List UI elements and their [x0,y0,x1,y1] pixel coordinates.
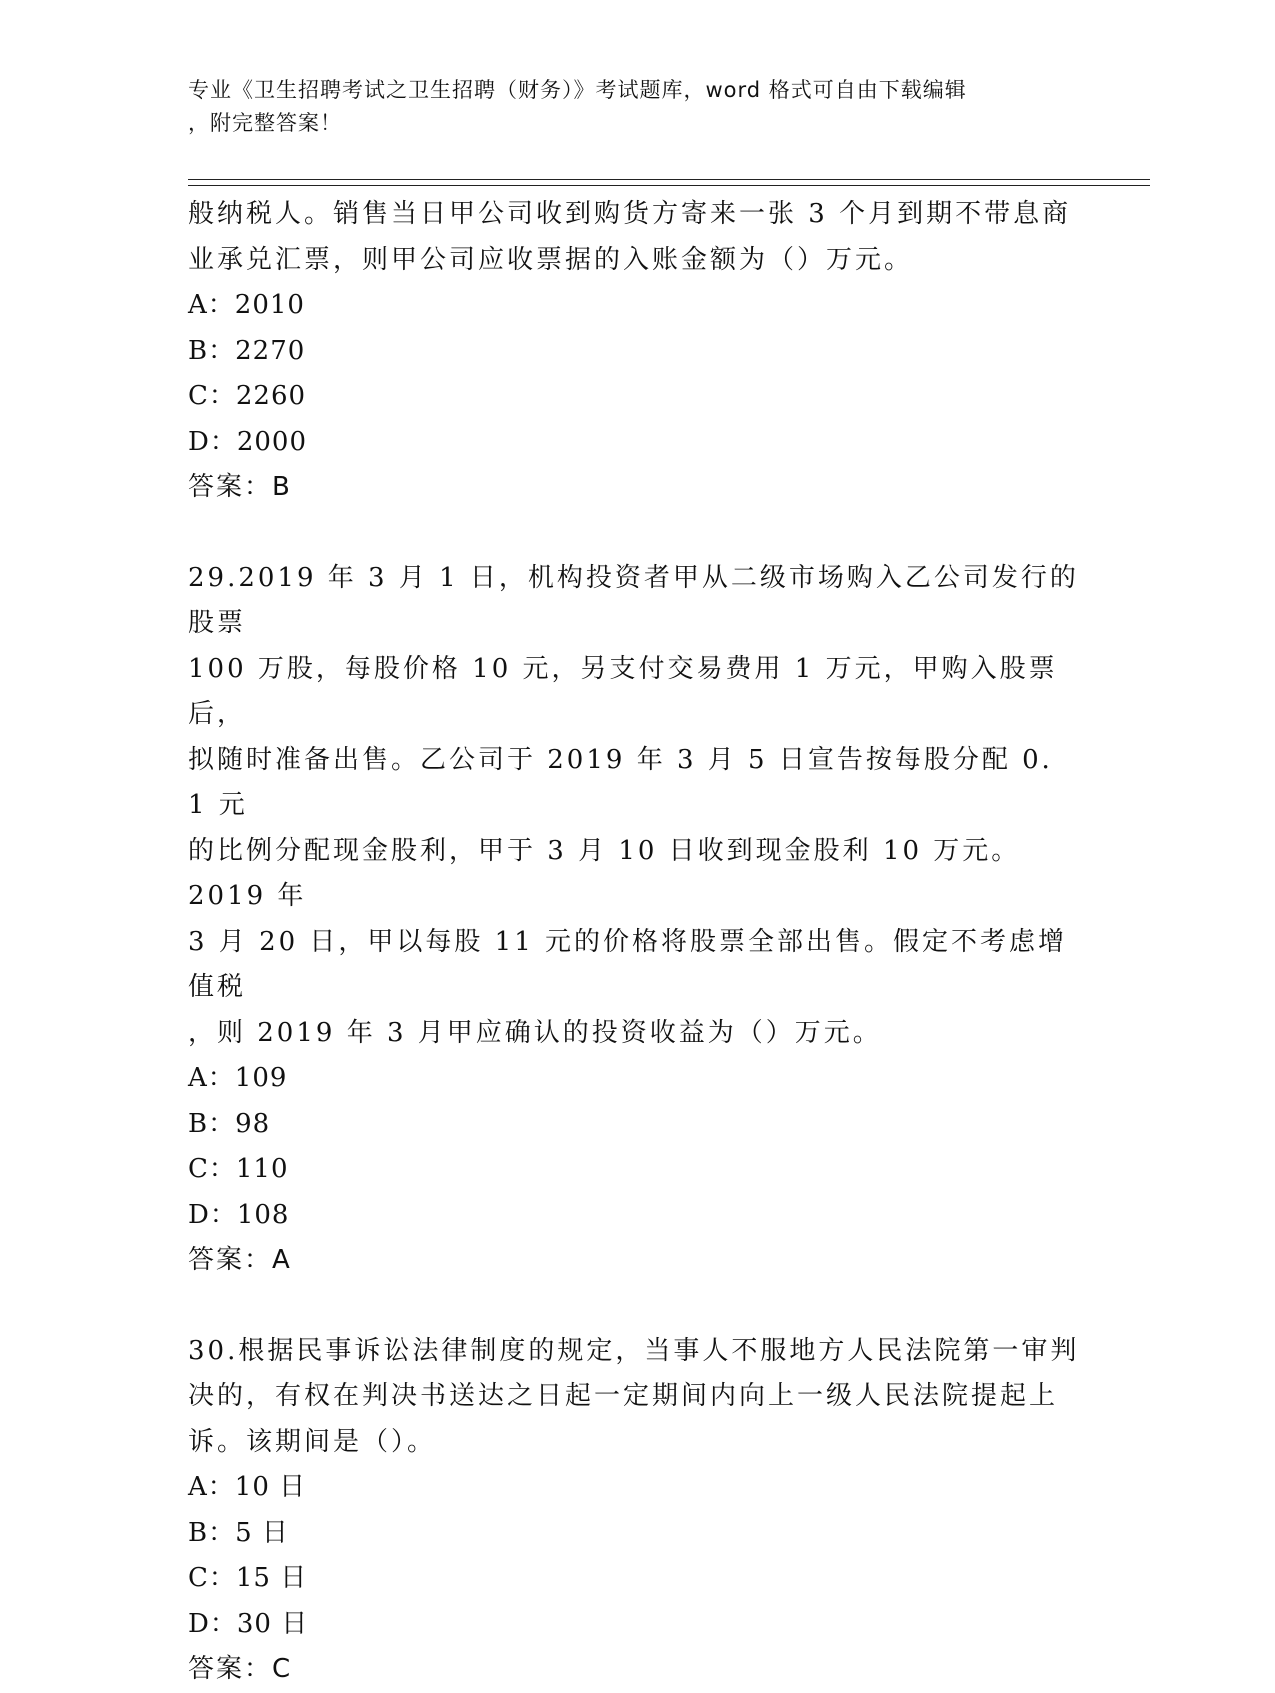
question-text-line: 3 月 20 日，甲以每股 11 元的价格将股票全部出售。假定不考虑增值税 [188,926,1068,1002]
question-28 [188,192,1088,511]
question-text-line: 29.2019 年 3 月 1 日，机构投资者甲从二级市场购入乙公司发行的股票 [188,562,1079,638]
question-29 [188,556,1088,1284]
question-text-line: 业承兑汇票，则甲公司应收票据的入账金额为（）万元。 [188,244,914,275]
header-title-line-2: ，附完整答案！ [188,111,342,135]
option-c: C：15 日 [188,1563,308,1593]
answer-line: 答案：A [188,1245,292,1275]
question-text-line: 拟随时准备出售。乙公司于 2019 年 3 月 5 日宣告按每股分配 0．1 元 [188,744,1071,820]
option-b: B：2270 [188,335,306,366]
option-a: A：10 日 [188,1472,307,1502]
question-list [188,192,1088,1693]
option-d: D：2000 [188,426,308,457]
question-text-line: ，则 2019 年 3 月甲应确认的投资收益为（）万元。 [188,1017,882,1048]
spacer [188,1284,1088,1329]
page-header [188,74,1068,140]
option-b: B：98 [188,1108,271,1139]
question-text-line: 诉。该期间是（）。 [188,1426,437,1457]
option-c: C：2260 [188,381,307,411]
answer-line: 答案：B [188,472,292,502]
question-text-line: 的比例分配现金股利，甲于 3 月 10 日收到现金股利 10 万元。2019 年 [188,835,1021,911]
question-text-line: 决的，有权在判决书送达之日起一定期间内向上一级人民法院提起上 [188,1381,1059,1411]
header-title-line-1: 专业《卫生招聘考试之卫生招聘（财务）》考试题库，word 格式可自由下载编辑 [188,78,967,102]
question-text-line: 30.根据民事诉讼法律制度的规定，当事人不服地方人民法院第一审判 [188,1335,1080,1366]
header-divider-top [188,179,1150,180]
spacer [188,511,1088,556]
question-30 [188,1329,1088,1693]
answer-line: 答案：C [188,1654,293,1684]
option-a: A：2010 [188,290,305,320]
question-text-line: 般纳税人。销售当日甲公司收到购货方寄来一张 3 个月到期不带息商 [188,199,1072,229]
option-a: A：109 [188,1063,288,1093]
option-c: C：110 [188,1154,289,1184]
header-divider-bottom [188,185,1150,186]
option-d: D：108 [188,1199,290,1230]
question-text-line: 100 万股，每股价格 10 元，另支付交易费用 1 万元，甲购入股票后， [188,653,1058,729]
option-b: B：5 日 [188,1517,289,1548]
option-d: D：30 日 [188,1608,309,1639]
